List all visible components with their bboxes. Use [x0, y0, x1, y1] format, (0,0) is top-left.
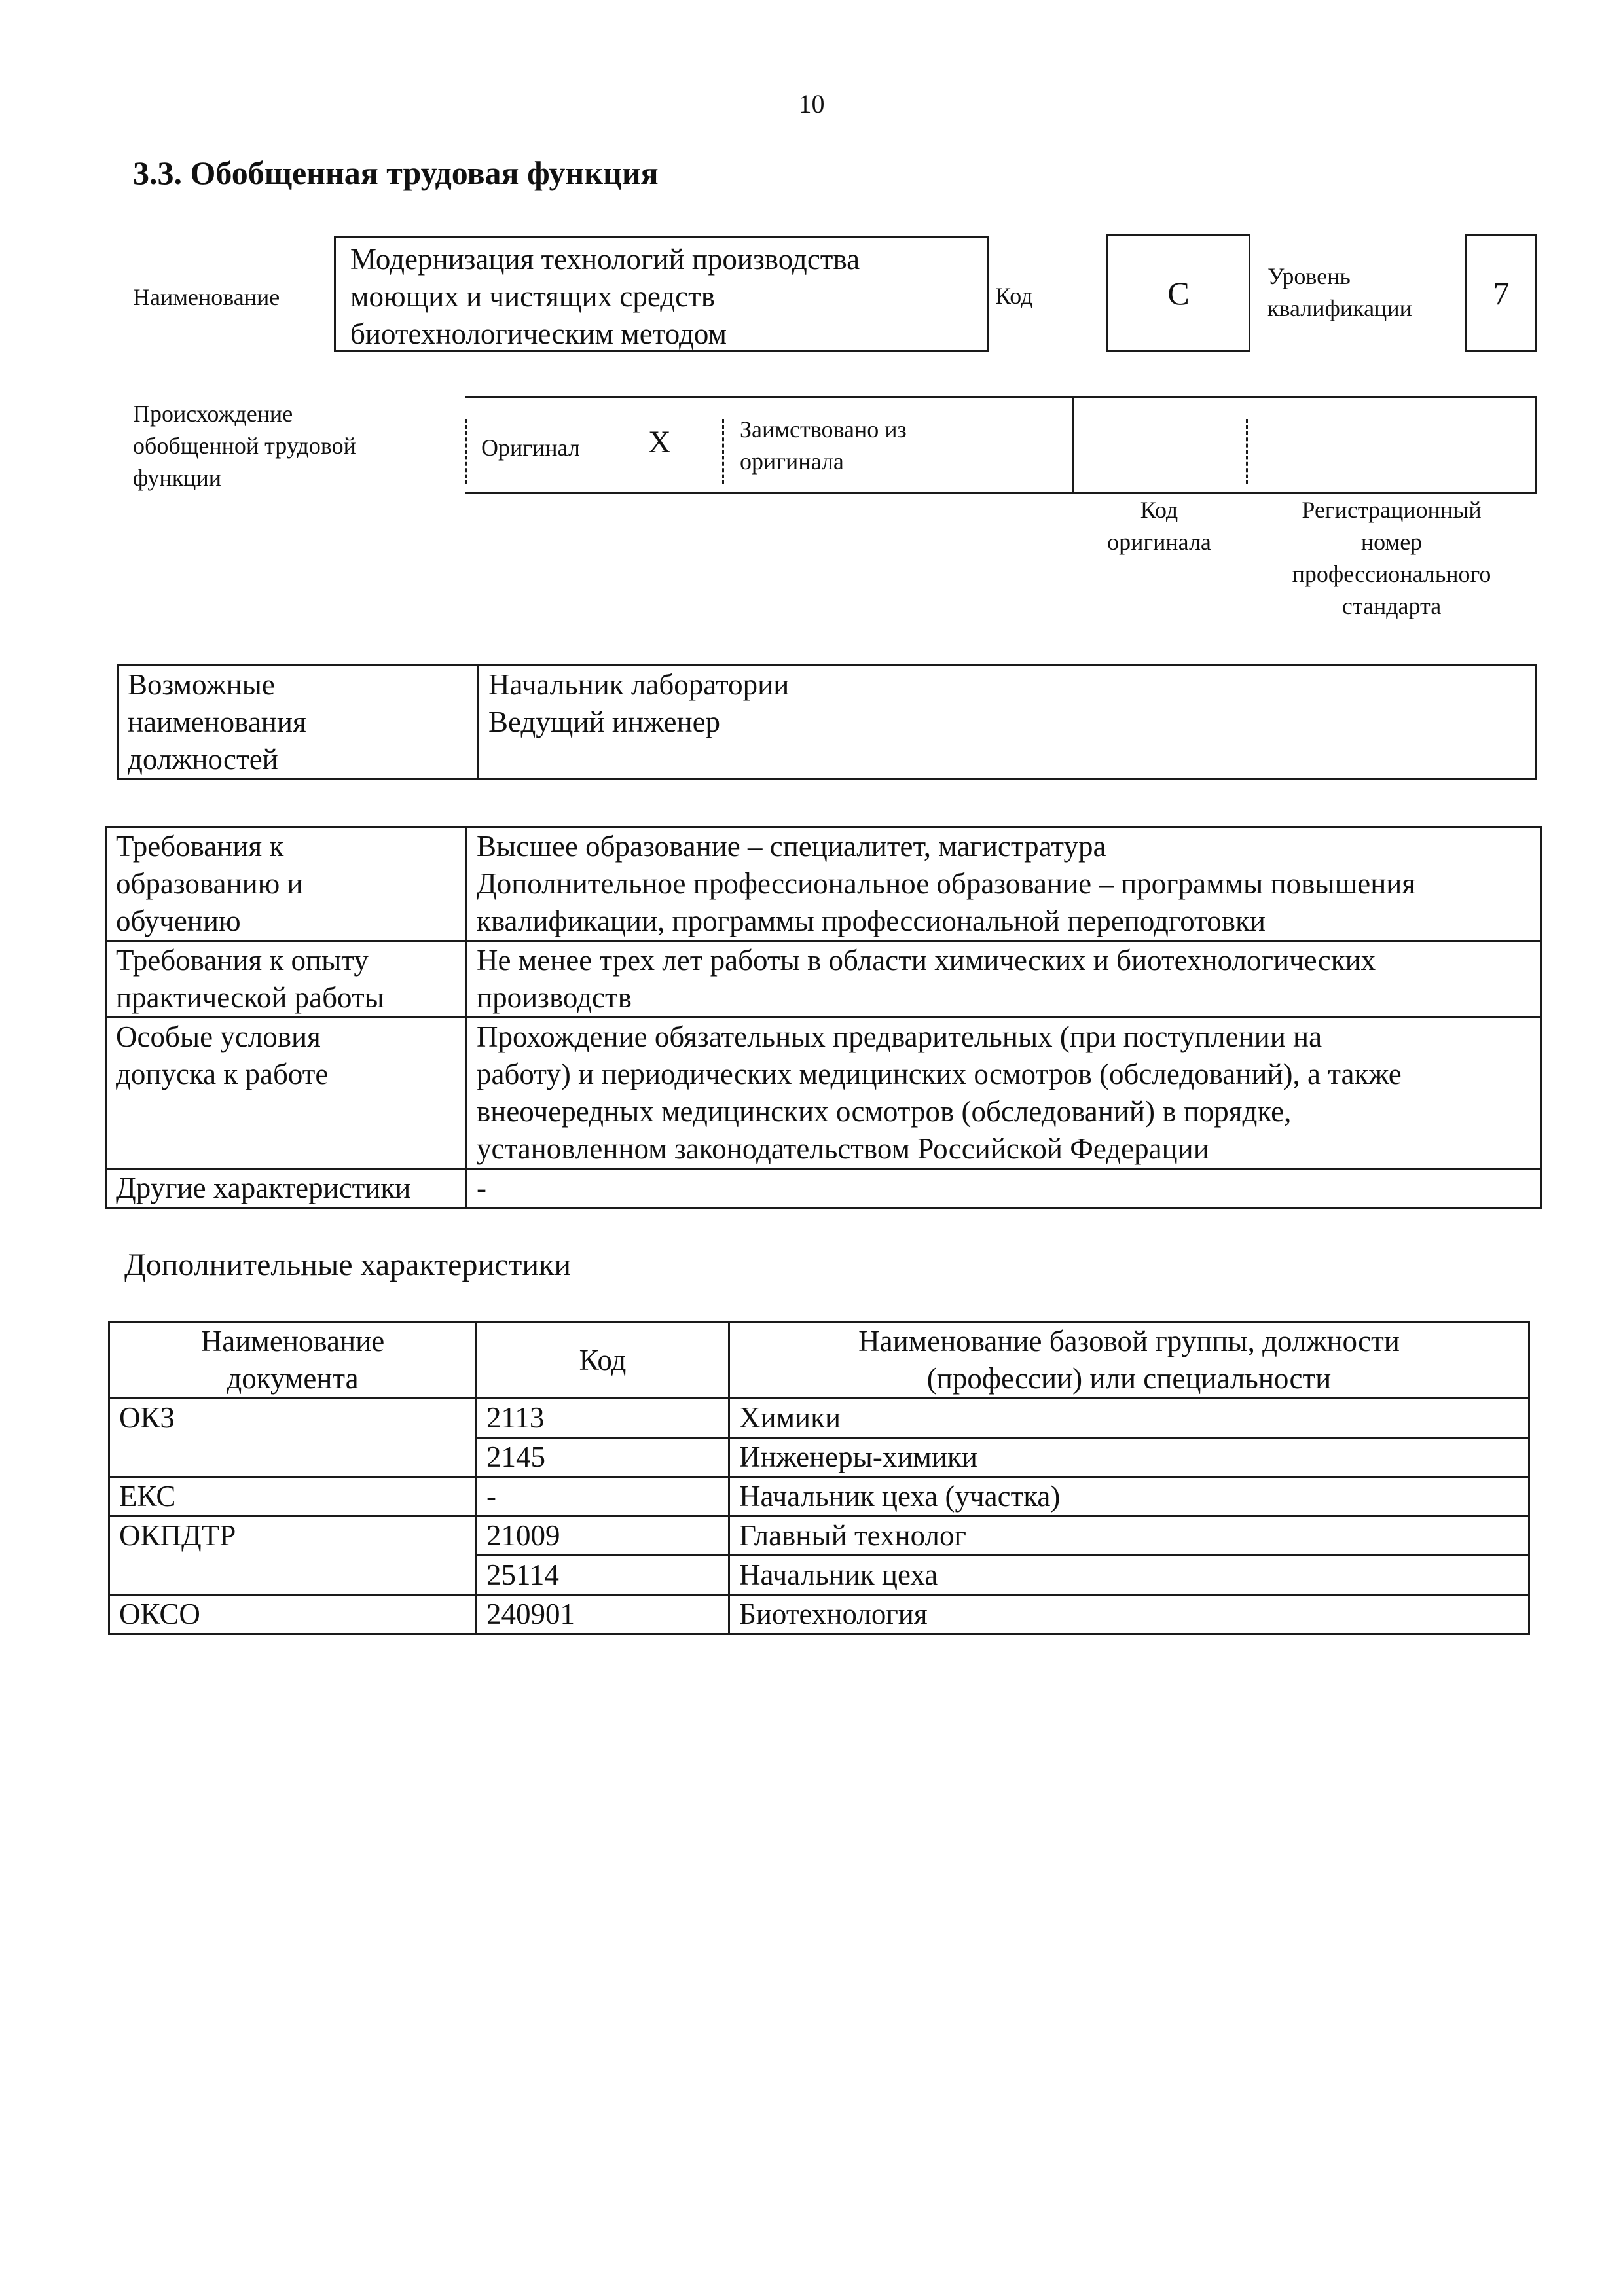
table-row — [106, 941, 1541, 1018]
table-row — [106, 1018, 1541, 1169]
requirement-value-cell — [467, 1018, 1541, 1169]
reg-number-line: профессионального — [1292, 561, 1491, 587]
origin-divider — [465, 419, 467, 484]
group-cell: Биотехнология — [729, 1595, 1529, 1634]
group-cell: Главный технолог — [729, 1516, 1529, 1556]
code-label: Код — [995, 283, 1033, 309]
group-cell: Начальник цеха (участка) — [729, 1477, 1529, 1516]
position-item: Начальник лаборатории — [488, 668, 790, 701]
requirement-value-line: внеочередных медицинских осмотров (обследований) в порядке, — [477, 1095, 1292, 1128]
requirement-value-line: квалификации, программы профессиональной переподготовки — [477, 905, 1266, 937]
name-label: Наименование — [133, 284, 280, 310]
function-name-line: биотехнологическим методом — [350, 317, 727, 350]
code-cell: 2113 — [477, 1399, 729, 1438]
positions-value-cell — [479, 666, 1537, 780]
qualification-level-label-line: квалификации — [1267, 295, 1412, 321]
reg-number-line: стандарта — [1341, 593, 1442, 619]
table-row — [109, 1516, 1529, 1556]
doc-cell: ОКЗ — [109, 1399, 477, 1477]
doc-cell: ЕКС — [109, 1477, 477, 1516]
origin-divider — [1246, 419, 1248, 484]
position-item: Ведущий инженер — [488, 706, 721, 738]
positions-table — [117, 664, 1537, 780]
table-row — [118, 666, 1537, 780]
qualification-level-label-line: Уровень — [1267, 263, 1351, 289]
code-cell: 21009 — [477, 1516, 729, 1556]
doc-cell: ОКСО — [109, 1595, 477, 1634]
header-group-line: Наименование базовой группы, должности — [858, 1325, 1400, 1357]
requirement-value-cell — [467, 827, 1541, 941]
doc-cell: ОКПДТР — [109, 1516, 477, 1595]
table-row — [106, 827, 1541, 941]
reg-number-label — [1246, 494, 1537, 622]
table-header-row — [109, 1322, 1529, 1399]
requirement-value-line: Не менее трех лет работы в области химических и биотехнологических — [477, 944, 1376, 977]
origin-borrowed-label — [740, 414, 907, 478]
function-name-box — [334, 236, 989, 352]
requirement-label-cell — [106, 941, 467, 1018]
requirement-label-line: практической работы — [116, 981, 384, 1014]
code-cell: 240901 — [477, 1595, 729, 1634]
requirement-label-line: Требования к опыту — [116, 944, 369, 977]
group-cell: Инженеры-химики — [729, 1438, 1529, 1477]
header-document-line: Наименование — [200, 1325, 385, 1357]
extra-characteristics-table — [108, 1321, 1530, 1635]
header-document — [109, 1322, 477, 1399]
reg-number-line: номер — [1360, 529, 1423, 555]
requirement-label-cell — [106, 1169, 467, 1208]
group-cell: Начальник цеха — [729, 1556, 1529, 1595]
origin-label — [133, 398, 356, 494]
group-cell: Химики — [729, 1399, 1529, 1438]
positions-label-line: должностей — [128, 743, 278, 776]
requirement-label-cell — [106, 1018, 467, 1169]
origin-borrowed-line: Заимствовано из — [740, 416, 907, 442]
origin-row — [465, 396, 1537, 494]
header-document-line: документа — [227, 1362, 359, 1395]
header-group-line: (профессии) или специальности — [926, 1362, 1332, 1395]
requirement-value-line: работу) и периодических медицинских осмотров (обследований), а также — [477, 1058, 1402, 1090]
code-cell: 25114 — [477, 1556, 729, 1595]
origin-divider — [722, 419, 724, 484]
function-name-line: моющих и чистящих средств — [350, 280, 715, 313]
positions-label-cell — [118, 666, 479, 780]
requirement-label-line: обучению — [116, 905, 241, 937]
function-name-line: Модернизация технологий производства — [350, 243, 860, 276]
code-original-label — [1072, 494, 1246, 558]
origin-label-line: Происхождение — [133, 401, 293, 427]
origin-borrowed-line: оригинала — [740, 448, 844, 475]
section-title: 3.3. Обобщенная трудовая функция — [133, 154, 659, 191]
requirement-label-line: образованию и — [116, 867, 303, 900]
requirement-value-cell — [467, 941, 1541, 1018]
origin-label-line: функции — [133, 465, 221, 491]
requirement-value-line: Высшее образование – специалитет, магистратура — [477, 830, 1106, 863]
positions-label-line: наименования — [128, 706, 306, 738]
requirement-label-line: Другие характеристики — [116, 1172, 411, 1204]
qualification-level-box: 7 — [1465, 234, 1537, 352]
requirement-value-line: - — [477, 1172, 486, 1204]
code-cell: 2145 — [477, 1438, 729, 1477]
extra-characteristics-title: Дополнительные характеристики — [124, 1247, 572, 1282]
requirement-label-cell — [106, 827, 467, 941]
requirement-label-line: Особые условия — [116, 1020, 321, 1053]
requirements-table — [105, 826, 1542, 1209]
requirement-value-line: Дополнительное профессиональное образование – программы повышения — [477, 867, 1416, 900]
code-original-line: оригинала — [1107, 529, 1211, 555]
requirement-value-line: Прохождение обязательных предварительных (при поступлении на — [477, 1020, 1322, 1053]
code-original-line: Код — [1140, 497, 1178, 523]
code-value-box: C — [1106, 234, 1250, 352]
requirement-value-line: производств — [477, 981, 632, 1014]
header-group — [729, 1322, 1529, 1399]
table-row — [109, 1477, 1529, 1516]
origin-original-label: Оригинал — [481, 435, 580, 461]
page-number: 10 — [798, 89, 825, 118]
requirement-label-line: допуска к работе — [116, 1058, 329, 1090]
qualification-level-label — [1267, 260, 1412, 325]
requirement-label-line: Требования к — [116, 830, 284, 863]
origin-divider — [1072, 396, 1074, 494]
origin-label-line: обобщенной трудовой — [133, 433, 356, 459]
requirement-value-line: установленном законодательством Российской Федерации — [477, 1132, 1209, 1165]
code-cell: - — [477, 1477, 729, 1516]
origin-original-mark: X — [648, 425, 671, 459]
requirement-value-cell — [467, 1169, 1541, 1208]
table-row — [109, 1399, 1529, 1438]
table-row — [109, 1595, 1529, 1634]
reg-number-line: Регистрационный — [1302, 497, 1482, 523]
header-code: Код — [477, 1322, 729, 1399]
table-row — [106, 1169, 1541, 1208]
positions-label-line: Возможные — [128, 668, 275, 701]
